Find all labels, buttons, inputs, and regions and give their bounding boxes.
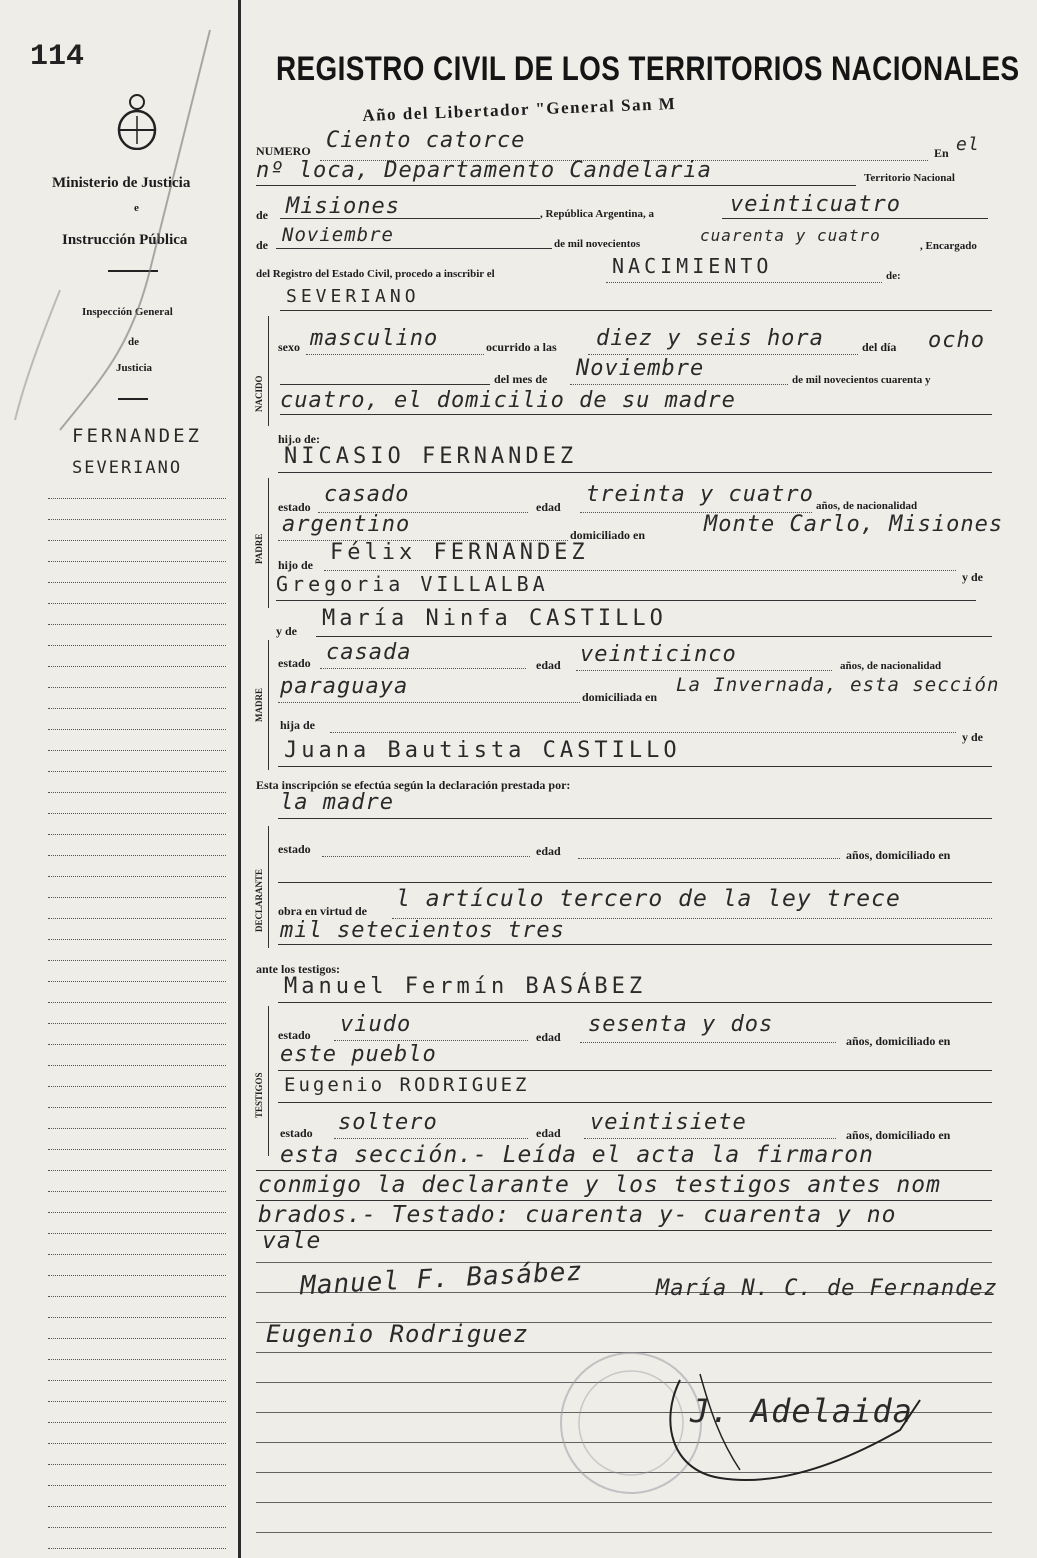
day-value: veinticuatro	[730, 192, 901, 217]
witness1-edad-value: sesenta y dos	[588, 1012, 774, 1037]
margin-ruled-line	[48, 561, 226, 562]
margin-ruled-line	[48, 1023, 226, 1024]
birth-year-label: de mil novecientos cuarenta y	[792, 374, 931, 386]
hour-value: diez y seis hora	[596, 326, 824, 351]
mother-edad-label: edad	[536, 658, 561, 672]
mother-domicile-value: La Invernada, esta sección	[676, 674, 1000, 696]
closing-rule-3	[256, 1230, 992, 1231]
margin-ruled-line	[48, 1485, 226, 1486]
sidebar-given-name: SEVERIANO	[72, 458, 183, 478]
witness1-domicile-line	[278, 1070, 992, 1071]
margin-ruled-line	[48, 813, 226, 814]
page-number: 114	[30, 40, 85, 74]
margin-ruled-line	[48, 1086, 226, 1087]
margin-ruled-line	[48, 1401, 226, 1402]
closing-line-1: esta sección.- Leída el acta la firmaron	[280, 1142, 874, 1168]
margin-ruled-line	[48, 645, 226, 646]
child-name-value: SEVERIANO	[286, 286, 420, 307]
birth-place-line	[280, 414, 992, 415]
testigos-bracket	[268, 1006, 269, 1156]
ministry-line1: Ministerio de Justicia	[52, 175, 191, 191]
territory-line	[280, 218, 540, 219]
margin-ruled-line	[48, 624, 226, 625]
mother-name-line	[316, 636, 992, 637]
declarant-anos-label: años, domiciliado en	[846, 848, 951, 862]
month-value: Noviembre	[282, 224, 394, 246]
signature-declarant: María N. C. de Fernandez	[656, 1276, 998, 1301]
witness1-domicile-value: este pueblo	[280, 1042, 437, 1067]
declarant-domicile-line	[278, 882, 992, 883]
margin-divider	[238, 0, 241, 1558]
maternal-y-de-label: y de	[962, 730, 983, 744]
father-nationality-value: argentino	[282, 512, 411, 537]
margin-ruled-line	[48, 498, 226, 499]
mother-edad-line	[576, 670, 832, 671]
del-mes-label: del mes de	[494, 372, 548, 386]
closing-line-3: brados.- Testado: cuarenta y- cuarenta y no	[258, 1202, 897, 1228]
witness2-estado-line	[334, 1138, 528, 1139]
declarant-line	[278, 818, 992, 819]
margin-ruled-line	[48, 1359, 226, 1360]
signature-witness2: Eugenio Rodriguez	[266, 1320, 529, 1348]
witness2-estado-value: soltero	[338, 1110, 438, 1135]
margin-ruled-line	[48, 687, 226, 688]
witness2-estado-label: estado	[280, 1126, 313, 1140]
margin-ruled-line	[48, 876, 226, 877]
hija-de-line	[330, 732, 956, 733]
ministry-and: e	[134, 202, 139, 214]
acta-type-value: NACIMIENTO	[612, 254, 773, 278]
margin-ruled-line	[48, 750, 226, 751]
margin-ruled-line	[48, 834, 226, 835]
paternal-grandmother-value: Gregoria VILLALBA	[276, 572, 549, 596]
father-edad-value: treinta y cuatro	[586, 482, 814, 507]
inscripcion-label: Esta inscripción se efectúa según la declaración prestada por:	[256, 778, 571, 792]
paternal-y-de-label: y de	[962, 570, 983, 584]
republica-label: , República Argentina, a	[540, 208, 654, 220]
margin-ruled-line	[48, 603, 226, 604]
sexo-line	[306, 354, 484, 355]
declarant-edad-label: edad	[536, 844, 561, 858]
mother-name-value: María Ninfa CASTILLO	[322, 606, 667, 631]
father-estado-label: estado	[278, 500, 311, 514]
acta-type-line	[606, 282, 882, 283]
margin-ruled-line	[48, 1191, 226, 1192]
birth-month-line	[570, 384, 788, 385]
margin-ruled-line	[48, 1548, 226, 1549]
en-label: En	[934, 146, 949, 160]
year-label: de mil novecientos	[554, 238, 641, 250]
closing-line-4: vale	[262, 1228, 322, 1254]
margin-ruled-line	[48, 897, 226, 898]
margin-ruled-line	[48, 1338, 226, 1339]
birth-month-value: Noviembre	[576, 356, 705, 381]
hour-line	[588, 354, 858, 355]
maternal-grandmother-line	[278, 766, 992, 767]
en-value: el	[956, 134, 980, 155]
numero-label: NUMERO	[256, 144, 311, 158]
del-label: de:	[886, 270, 901, 282]
month-line	[276, 248, 552, 249]
witness1-edad-label: edad	[536, 1030, 561, 1044]
nacido-bracket	[268, 316, 269, 426]
margin-ruled-line	[48, 1149, 226, 1150]
paternal-grandfather-value: Félix FERNANDEZ	[330, 540, 589, 565]
mother-y-de-label: y de	[276, 624, 297, 638]
margin-ruled-line	[48, 1464, 226, 1465]
margin-ruled-line	[48, 1128, 226, 1129]
year-motto: Año del Libertador "General San M	[362, 93, 677, 125]
mother-nationality-value: paraguaya	[280, 674, 409, 699]
margin-ruled-line	[48, 960, 226, 961]
ocurrido-label: ocurrido a las	[486, 340, 557, 354]
father-anos-label: años, de nacionalidad	[816, 500, 918, 512]
margin-ruled-line	[48, 729, 226, 730]
margin-ruled-line	[48, 1422, 226, 1423]
testigos-side-label: TESTIGOS	[254, 1072, 264, 1118]
hijo-de-label: hijo de	[278, 558, 314, 572]
witness2-name-value: Eugenio RODRIGUEZ	[284, 1074, 530, 1096]
padre-bracket	[268, 478, 269, 608]
margin-ruled-line	[48, 519, 226, 520]
father-estado-value: casado	[324, 482, 410, 507]
inspection-line1: Inspección General	[82, 306, 173, 318]
mother-domicile-label: domiciliada en	[582, 690, 658, 704]
encargado-label: , Encargado	[920, 240, 977, 252]
del-dia-label: del día	[862, 340, 897, 354]
witness2-edad-line	[584, 1138, 836, 1139]
margin-ruled-line	[48, 855, 226, 856]
mother-nationality-line	[278, 702, 580, 703]
margin-ruled-line	[48, 1044, 226, 1045]
de-label-2: de	[256, 238, 268, 252]
sidebar-surname: FERNANDEZ	[72, 425, 202, 447]
mother-estado-label: estado	[278, 656, 311, 670]
father-name-line	[278, 472, 992, 473]
paternal-grandfather-line	[324, 570, 956, 571]
inspection-de: de	[128, 336, 139, 348]
place-value: nº loca, Departamento Candelaria	[256, 158, 712, 183]
mother-anos-label: años, de nacionalidad	[840, 660, 942, 672]
page-title: REGISTRO CIVIL DE LOS TERRITORIOS NACIONALES	[276, 50, 1020, 88]
witness1-estado-value: viudo	[340, 1012, 412, 1037]
madre-label: MADRE	[254, 688, 264, 722]
margin-ruled-line	[48, 1275, 226, 1276]
body-ruled-line	[256, 1502, 992, 1503]
witness1-anos-label: años, domiciliado en	[846, 1034, 951, 1048]
sexo-label: sexo	[278, 340, 300, 354]
margin-ruled-line	[48, 981, 226, 982]
testigos-label: ante los testigos:	[256, 962, 340, 976]
margin-ruled-line	[48, 582, 226, 583]
father-edad-label: edad	[536, 500, 561, 514]
padre-label: PADRE	[254, 533, 264, 564]
margin-ruled-line	[48, 1443, 226, 1444]
witness1-estado-label: estado	[278, 1028, 311, 1042]
day-continuation-line	[280, 384, 490, 385]
mother-estado-line	[320, 668, 526, 669]
obra-value: l artículo tercero de la ley trece	[396, 886, 901, 912]
obra-label: obra en virtud de	[278, 904, 368, 918]
maternal-grandmother-value: Juana Bautista CASTILLO	[284, 738, 681, 763]
territorio-label: Territorio Nacional	[864, 172, 955, 184]
witness2-name-line	[278, 1102, 992, 1103]
madre-bracket	[268, 640, 269, 770]
margin-pencil-mark	[0, 10, 230, 440]
margin-ruled-line	[48, 1506, 226, 1507]
declarante-bracket	[268, 826, 269, 948]
margin-ruled-line	[48, 1254, 226, 1255]
margin-ruled-line	[48, 1002, 226, 1003]
margin-ruled-line	[48, 666, 226, 667]
margin-ruled-line	[48, 1065, 226, 1066]
declarante-label: DECLARANTE	[254, 868, 264, 932]
witness2-anos-label: años, domiciliado en	[846, 1128, 951, 1142]
body-ruled-line	[256, 1262, 992, 1263]
margin-ruled-line	[48, 792, 226, 793]
margin-ruled-line	[48, 1527, 226, 1528]
father-domicile-label: domiciliado en	[570, 528, 646, 542]
closing-rule-2	[256, 1200, 992, 1201]
territory-value: Misiones	[286, 194, 400, 219]
closing-rule-1	[256, 1170, 992, 1171]
witness1-name-value: Manuel Fermín BASÁBEZ	[284, 974, 647, 999]
witness2-edad-label: edad	[536, 1126, 561, 1140]
inspection-line2: Justicia	[116, 362, 153, 374]
witness1-estado-line	[334, 1040, 528, 1041]
registrar-flourish	[640, 1360, 940, 1490]
father-domicile-value: Monte Carlo, Misiones	[704, 512, 1004, 537]
margin-ruled-line	[48, 1296, 226, 1297]
sexo-value: masculino	[310, 326, 439, 351]
obra-line-2	[278, 944, 992, 945]
body-ruled-line	[256, 1532, 992, 1533]
margin-ruled-line	[48, 540, 226, 541]
child-name-line	[280, 310, 992, 311]
margin-ruled-line	[48, 1317, 226, 1318]
ministry-line2: Instrucción Pública	[62, 232, 188, 248]
closing-line-2: conmigo la declarante y los testigos antes nom	[258, 1172, 941, 1198]
signature-witness1: Manuel F. Basábez	[299, 1256, 584, 1302]
year-value: cuarenta y cuatro	[700, 226, 881, 245]
margin-ruled-line	[48, 1107, 226, 1108]
witness1-name-line	[278, 1002, 992, 1003]
mother-estado-value: casada	[326, 640, 412, 665]
declarant-edad-line	[578, 858, 840, 859]
birth-place-value: cuatro, el domicilio de su madre	[280, 388, 736, 413]
margin-ruled-line	[48, 1380, 226, 1381]
hijo-label: hij.o de:	[278, 432, 320, 446]
margin-ruled-line	[48, 1233, 226, 1234]
mother-edad-value: veinticinco	[580, 642, 737, 667]
father-name-value: NICASIO FERNANDEZ	[284, 444, 578, 469]
margin-ruled-line	[48, 1212, 226, 1213]
day-line	[722, 218, 988, 219]
proceso-label: del Registro del Estado Civil, procedo a inscribir el	[256, 268, 495, 280]
declarant-estado-line	[322, 856, 530, 857]
numero-value: Ciento catorce	[326, 128, 526, 153]
declarant-value: la madre	[280, 790, 394, 815]
witness2-edad-value: veintisiete	[590, 1110, 747, 1135]
place-line	[256, 185, 856, 186]
margin-ruled-line	[48, 771, 226, 772]
hija-de-label: hija de	[280, 718, 316, 732]
nacido-label: NACIDO	[254, 375, 264, 412]
obra-value-2: mil setecientos tres	[280, 918, 565, 943]
margin-ruled-line	[48, 918, 226, 919]
de-label: de	[256, 208, 268, 222]
margin-ruled-line	[48, 708, 226, 709]
margin-ruled-line	[48, 1170, 226, 1171]
birth-day-value: ocho	[928, 328, 985, 353]
signature-registrar: J. Adelaida	[690, 1392, 913, 1430]
declarant-estado-label: estado	[278, 842, 311, 856]
paternal-grandmother-line	[276, 600, 976, 601]
margin-ruled-line	[48, 939, 226, 940]
witness1-edad-line	[580, 1042, 836, 1043]
